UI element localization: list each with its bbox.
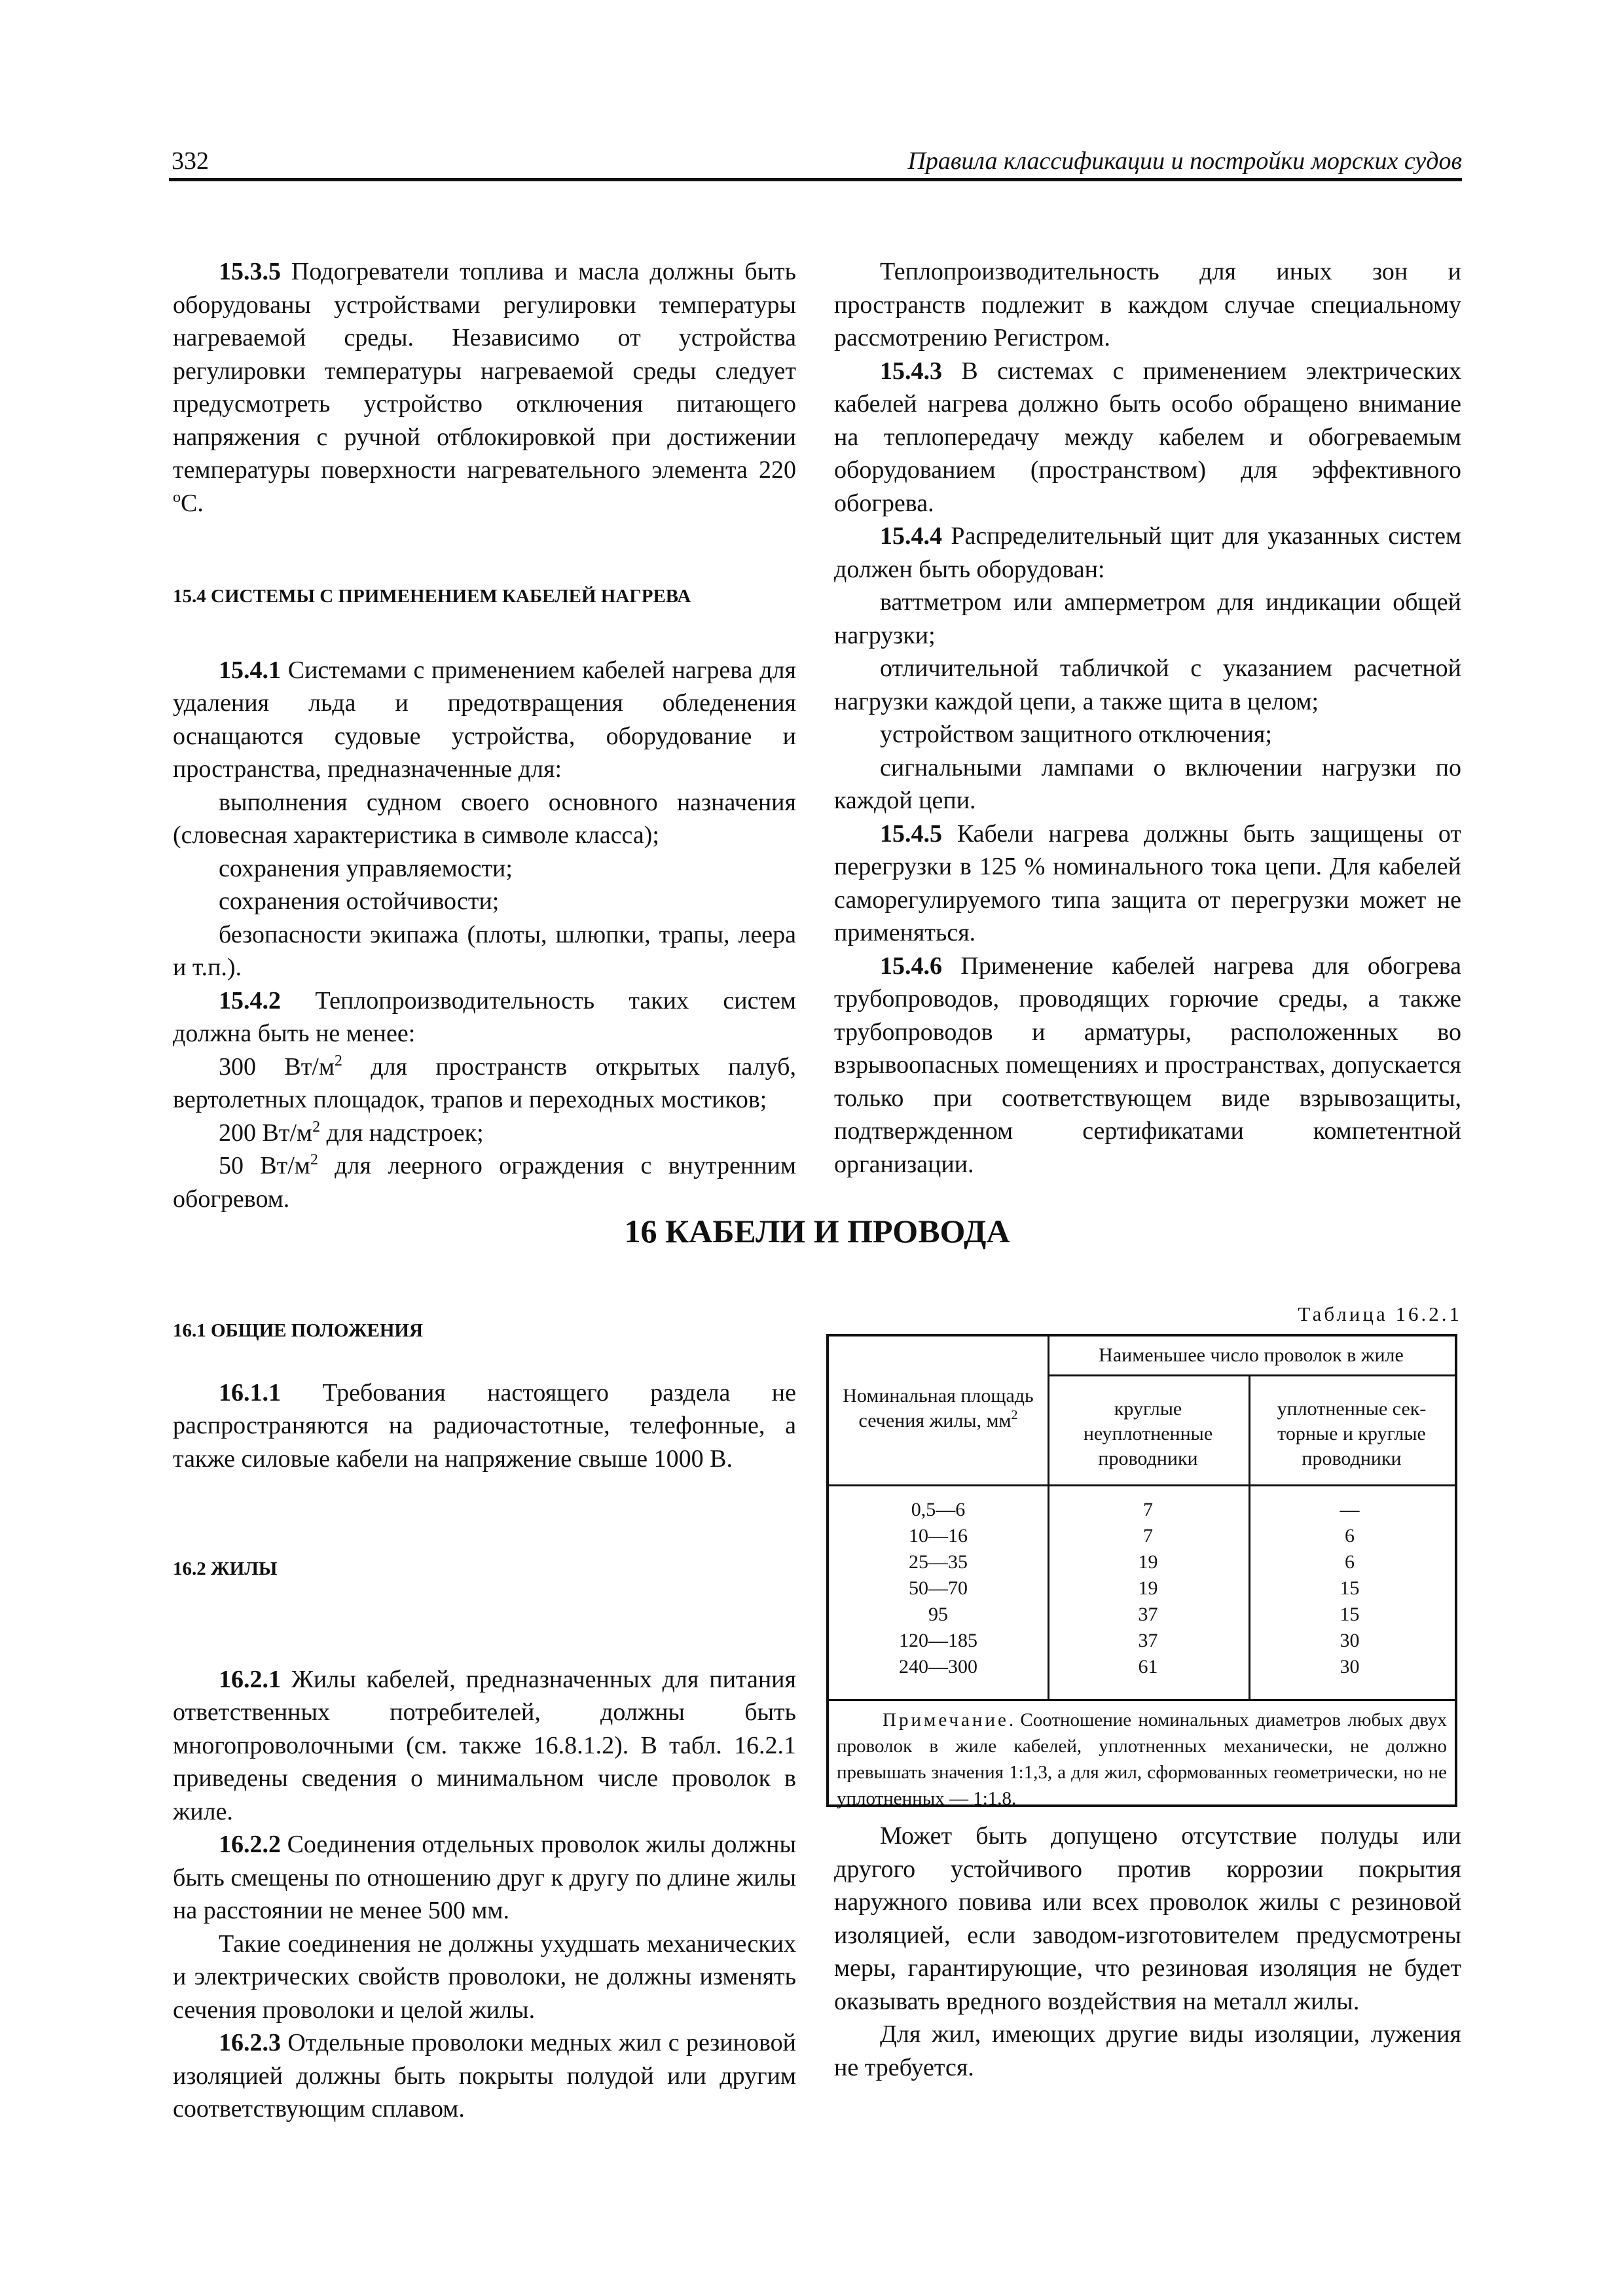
column-left-upper <box>173 255 796 1215</box>
rate-text: для леерного ограждения с внутренним обогревом. <box>173 1152 796 1213</box>
rate-value: 50 Вт/м <box>219 1152 310 1179</box>
clause-number: 16.1.1 <box>219 1378 281 1407</box>
paragraph-other-zones: Теплопроизводительность для иных зон и пространств подлежит в каждом случае специальному рассмотрению Регистром. <box>834 258 1461 351</box>
table-caption: Таблица 16.2.1 <box>1298 1302 1462 1325</box>
cell-round: 7 <box>1143 1499 1153 1520</box>
list-item: отличительной табличкой с указанием расчетной нагрузки каждой цепи, а также щита в целом; <box>834 655 1461 715</box>
cell-compacted: 30 <box>1340 1630 1360 1651</box>
table-rule <box>829 1699 1455 1701</box>
table-16-2-1 <box>826 1334 1457 1807</box>
header-exponent: 2 <box>1011 1408 1018 1422</box>
paragraph-15-3-5 <box>173 255 796 520</box>
paragraph-15-4-5 <box>834 817 1461 950</box>
paragraph-15-4-1 <box>173 654 796 786</box>
rate-value: 200 Вт/м <box>219 1119 313 1147</box>
header-line: проводники <box>1098 1448 1198 1469</box>
paragraph-tinning-exception: Может быть допущено отсутствие полуды или другого устойчивого против коррозии покрытия наружного повива или всех проволок жилы с резиновой изоляцией, если заводом-изготовителем предусмотрены меры, гарантирующие, что резиновая изоляция не будет оказывать вредного воздействия на металл жилы. <box>834 1822 1461 2015</box>
header-line: торные и круглые <box>1277 1423 1426 1444</box>
rate-exponent: 2 <box>310 1151 318 1168</box>
clause-number: 16.2.1 <box>219 1665 281 1693</box>
paragraph-text: Требования настоящего раздела не распространяются на радиочастотные, телефонные, а также силовые кабели на напряжение свыше 1000 В. <box>173 1378 796 1473</box>
rate-value: 300 Вт/м <box>219 1052 335 1081</box>
cell-area: 10—16 <box>909 1525 968 1547</box>
table-row <box>829 1550 1455 1576</box>
chapter-title: 16 КАБЕЛИ И ПРОВОДА <box>624 1213 1010 1249</box>
cell-compacted: 6 <box>1345 1551 1355 1573</box>
table-row <box>829 1524 1455 1550</box>
column-right-lower <box>834 1820 1461 2084</box>
clause-number: 16.2.3 <box>219 2029 281 2056</box>
clause-number: 16.2.2 <box>219 1831 281 1858</box>
cell-compacted: 6 <box>1345 1525 1355 1547</box>
paragraph-15-4-4 <box>834 520 1461 586</box>
rate-item <box>173 1117 796 1150</box>
section-heading-15-4: 15.4 СИСТЕМЫ С ПРИМЕНЕНИЕМ КАБЕЛЕЙ НАГРЕВА <box>173 586 691 607</box>
cell-area: 0,5—6 <box>911 1499 966 1520</box>
paragraph-other-insulation: Для жил, имеющих другие виды изоляции, лужения не требуется. <box>834 2020 1461 2081</box>
paragraph-16-1-1 <box>173 1376 796 1476</box>
header-line: неуплотненные <box>1083 1423 1213 1444</box>
section-heading-16-1: 16.1 ОБЩИЕ ПОЛОЖЕНИЯ <box>173 1320 423 1341</box>
table-header-area <box>829 1384 1048 1433</box>
header-rule <box>169 178 1462 181</box>
list-item: сохранения управляемости; <box>219 854 513 882</box>
paragraph-text: Кабели нагрева должны быть защищены от перегрузки в 125 % номинального тока цепи. Для кабелей саморегулируемого типа защита от перегрузки может не применяться. <box>834 819 1461 946</box>
section-heading-16-2: 16.2 ЖИЛЫ <box>173 1558 278 1579</box>
paragraph-16-2-3 <box>173 2026 796 2126</box>
note-text: . Соотношение номинальных диаметров любых двух проволок в жиле кабелей, уплотненных механически, не должно превышать значения 1:1,3, а для жил, сформованных геометрически, но не уплотненных — 1:1,8. <box>837 1710 1447 1809</box>
paragraph-text: Системами с применением кабелей нагрева для удаления льда и предотвращения обледенения оснащаются судовые устройства, оборудование и пространства, предназначенные для: <box>173 656 796 783</box>
paragraph-15-4-3 <box>834 355 1461 520</box>
clause-number: 15.4.3 <box>880 357 942 385</box>
header-line: Номинальная площадь <box>843 1385 1034 1407</box>
list-item: сохранения остойчивости; <box>219 888 500 915</box>
table-header-group: Наименьшее число проволок в жиле <box>1099 1344 1404 1366</box>
list-item: ваттметром или амперметром для индикации общей нагрузки; <box>834 588 1461 649</box>
rate-exponent: 2 <box>312 1118 321 1136</box>
degree-sign: о <box>173 488 181 506</box>
paragraph-text: Применение кабелей нагрева для обогрева трубопроводов, проводящих горючие среды, а также трубопроводов и арматуры, расположенных во взрывоопасных помещениях и пространствах, допускается только при соответствующем виде взрывозащиты, подтвержденном сертификатами компетентной организации. <box>834 952 1461 1178</box>
clause-number: 15.4.1 <box>219 656 281 684</box>
clause-number: 15.4.6 <box>880 952 942 980</box>
paragraph-16-2-2-cont: Такие соединения не должны ухудшать механических и электрических свойств проволоки, не должны изменять сечения проволоки и целой жилы. <box>173 1929 796 2024</box>
cell-round: 19 <box>1138 1551 1158 1573</box>
header-line: уплотненные сек- <box>1277 1398 1427 1420</box>
table-header-round <box>1048 1397 1249 1471</box>
paragraph-16-2-2 <box>173 1828 796 1928</box>
table-rule <box>829 1484 1455 1486</box>
paragraph-text: Теплопроизводительность таких систем должна быть не менее: <box>173 986 796 1047</box>
header-line: проводники <box>1302 1448 1402 1469</box>
column-right-upper <box>834 255 1461 1181</box>
list-item: устройством защитного отключения; <box>880 721 1272 748</box>
clause-number: 15.4.2 <box>219 986 281 1014</box>
list-item: выполнения судном своего основного назначения (словесная характеристика в символе класса); <box>173 788 796 849</box>
table-body <box>829 1498 1455 1681</box>
list-item: сигнальными лампами о включении нагрузки по каждой цепи. <box>834 753 1461 814</box>
paragraph-text: Соединения отдельных проволок жилы должны быть смещены по отношению друг к другу по длине жилы на расстоянии не менее 500 мм. <box>173 1831 796 1924</box>
paragraph-text: Жилы кабелей, предназначенных для питания ответственных потребителей, должны быть многопроволочными (см. также 16.8.1.2). В табл. 16.2.1 приведены сведения о минимальном числе проволок в жиле. <box>173 1665 796 1825</box>
cell-area: 50—70 <box>909 1577 968 1599</box>
table-row <box>829 1628 1455 1655</box>
note-label: Примечание <box>883 1710 1009 1731</box>
page-number: 332 <box>172 147 209 175</box>
paragraph-15-4-2 <box>173 984 796 1050</box>
paragraph-text: Распределительный щит для указанных систем должен быть оборудован: <box>834 522 1461 583</box>
header-line: круглые <box>1114 1398 1182 1420</box>
cell-round: 19 <box>1138 1577 1158 1599</box>
clause-number: 15.4.4 <box>880 522 942 550</box>
table-note <box>837 1707 1447 1812</box>
table-row <box>829 1655 1455 1681</box>
list-item: безопасности экипажа (плоты, шлюпки, трапы, леера и т.п.). <box>173 920 796 981</box>
cell-compacted: 15 <box>1340 1577 1360 1599</box>
paragraph-text: В системах с применением электрических кабелей нагрева должно быть особо обращено внимание на теплопередачу между кабелем и обогреваемым оборудованием (пространством) для эффективного обогрева. <box>834 357 1461 517</box>
rate-item <box>173 1050 796 1117</box>
paragraph-text: Отдельные проволоки медных жил с резиновой изоляцией должны быть покрыты полудой или другим соответствующим сплавом. <box>173 2029 796 2123</box>
cell-round: 37 <box>1138 1604 1158 1625</box>
header-text: сечения жилы, мм <box>858 1410 1012 1431</box>
clause-number: 15.3.5 <box>219 258 281 285</box>
cell-round: 37 <box>1138 1630 1158 1651</box>
cell-area: 240—300 <box>899 1656 977 1677</box>
table-row <box>829 1576 1455 1602</box>
table-rule <box>1048 1374 1455 1376</box>
table-row <box>829 1602 1455 1628</box>
column-left-lower <box>173 1320 796 2126</box>
table-header-compacted <box>1249 1397 1455 1471</box>
paragraph-15-4-6 <box>834 950 1461 1181</box>
cell-area: 25—35 <box>909 1551 968 1573</box>
rate-item <box>173 1149 796 1215</box>
rate-text: для пространств открытых палуб, вертолетных площадок, трапов и переходных мостиков; <box>173 1052 797 1113</box>
paragraph-16-2-1 <box>173 1663 796 1829</box>
running-title: Правила классификации и постройки морских судов <box>907 147 1462 175</box>
table-row <box>829 1498 1455 1524</box>
rate-text: для надстроек; <box>320 1119 484 1147</box>
cell-compacted: — <box>1340 1499 1360 1520</box>
cell-compacted: 15 <box>1340 1604 1360 1625</box>
cell-compacted: 30 <box>1340 1656 1360 1677</box>
cell-round: 61 <box>1138 1656 1158 1677</box>
cell-area: 95 <box>928 1604 948 1625</box>
paragraph-text-tail: С. <box>181 489 204 517</box>
cell-area: 120—185 <box>899 1630 977 1651</box>
header-line <box>829 1408 1048 1433</box>
rate-exponent: 2 <box>334 1052 342 1069</box>
cell-round: 7 <box>1143 1525 1153 1547</box>
clause-number: 15.4.5 <box>880 819 942 848</box>
paragraph-text: Подогреватели топлива и масла должны быть оборудованы устройствами регулировки температуры нагреваемой среды. Независимо от устройства регулировки температуры нагреваемой среды следует предусмотреть устройство отключения питающего напряжения с ручной отблокировкой при достижении температуры поверхности нагревательного элемента 220 <box>173 258 796 484</box>
